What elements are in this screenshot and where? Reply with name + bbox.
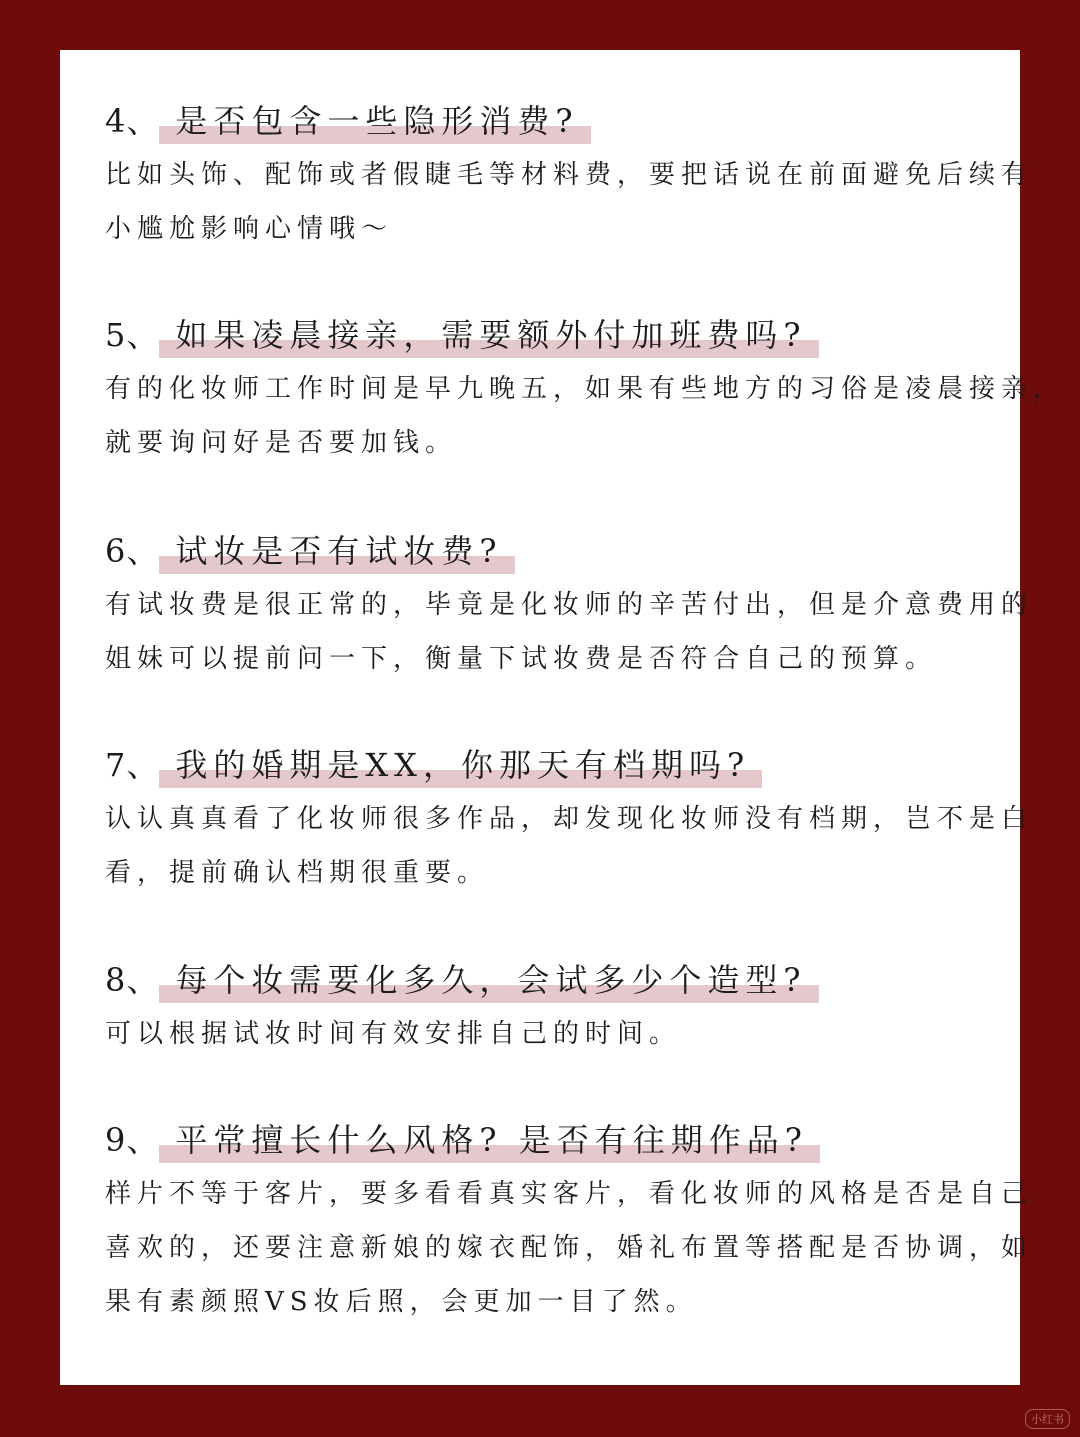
answer-line: 喜欢的，还要注意新娘的嫁衣配饰，婚礼布置等搭配是否协调，如 — [105, 1233, 1034, 1263]
faq-answer — [105, 578, 1034, 686]
faq-heading — [105, 96, 985, 148]
faq-title — [171, 310, 812, 356]
faq-title-text: 是否包含一些隐形消费? — [175, 102, 579, 140]
answer-line: 认认真真看了化妆师很多作品，却发现化妆师没有档期，岂不是白 — [105, 804, 1034, 834]
answer-line: 果有素颜照VS妆后照，会更加一目了然。 — [105, 1287, 698, 1317]
faq-title — [171, 96, 584, 142]
answer-line: 姐妹可以提前问一下，衡量下试妆费是否符合自己的预算。 — [105, 644, 938, 674]
faq-heading — [105, 1115, 985, 1167]
faq-answer — [105, 148, 1034, 256]
faq-heading — [105, 740, 985, 792]
faq-title-text: 每个妆需要化多久，会试多少个造型? — [175, 961, 807, 999]
watermark-logo: 小红书 — [1025, 1409, 1070, 1429]
faq-title — [171, 955, 812, 1001]
faq-title — [171, 740, 756, 786]
faq-item-7 — [105, 740, 1034, 900]
answer-line: 有的化妆师工作时间是早九晚五，如果有些地方的习俗是凌晨接亲， — [105, 374, 1066, 404]
faq-title-text: 平常擅长什么风格? 是否有往期作品? — [175, 1121, 808, 1159]
faq-title-text: 如果凌晨接亲，需要额外付加班费吗? — [175, 316, 807, 354]
faq-heading — [105, 310, 985, 362]
faq-heading — [105, 955, 985, 1007]
faq-item-8 — [105, 955, 985, 1061]
faq-item-6 — [105, 526, 1034, 686]
faq-heading — [105, 526, 985, 578]
answer-line: 看，提前确认档期很重要。 — [105, 858, 490, 888]
faq-answer — [105, 362, 1066, 470]
answer-line: 可以根据试妆时间有效安排自己的时间。 — [105, 1019, 682, 1049]
faq-answer — [105, 1007, 985, 1061]
answer-line: 有试妆费是很正常的，毕竟是化妆师的辛苦付出，但是介意费用的 — [105, 590, 1034, 620]
faq-title — [171, 1115, 814, 1161]
answer-line: 就要询问好是否要加钱。 — [105, 428, 458, 458]
faq-number: 9、 — [105, 1121, 160, 1159]
faq-answer — [105, 792, 1034, 900]
answer-line: 小尴尬影响心情哦～ — [105, 214, 394, 244]
faq-title — [171, 526, 508, 572]
faq-item-5 — [105, 310, 1066, 470]
faq-item-4 — [105, 96, 1034, 256]
answer-line: 比如头饰、配饰或者假睫毛等材料费，要把话说在前面避免后续有 — [105, 160, 1034, 190]
faq-answer — [105, 1167, 1034, 1329]
faq-number: 8、 — [105, 961, 160, 999]
faq-item-9 — [105, 1115, 1034, 1329]
faq-title-text: 我的婚期是XX，你那天有档期吗? — [175, 746, 751, 784]
faq-number: 7、 — [105, 746, 160, 784]
faq-number: 6、 — [105, 532, 160, 570]
faq-number: 4、 — [105, 102, 160, 140]
document-page — [60, 50, 1066, 1385]
answer-line: 样片不等于客片，要多看看真实客片，看化妆师的风格是否是自己 — [105, 1179, 1034, 1209]
faq-title-text: 试妆是否有试妆费? — [175, 532, 503, 570]
faq-number: 5、 — [105, 316, 160, 354]
